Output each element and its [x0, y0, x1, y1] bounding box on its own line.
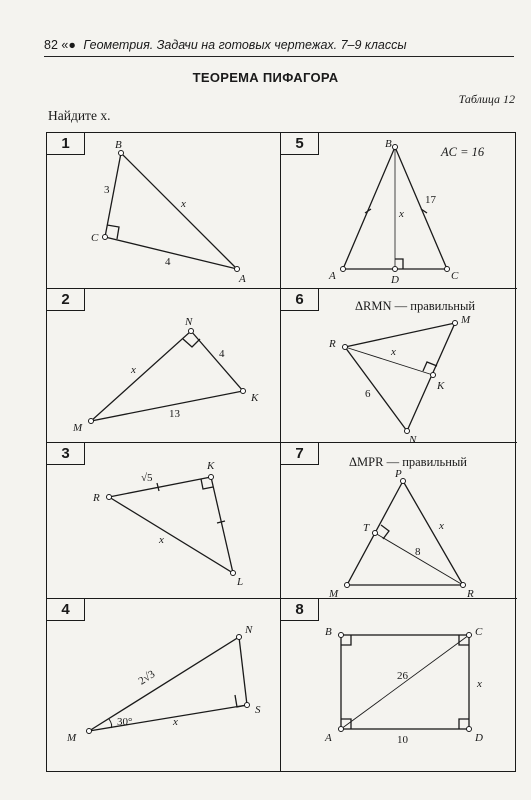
triangle-figure — [47, 133, 281, 289]
problem-number: 6 — [281, 289, 319, 311]
height-line — [345, 347, 433, 375]
unknown-label: x — [159, 534, 164, 546]
problem-cell-4 — [47, 599, 281, 771]
problem-grid — [46, 132, 516, 772]
triangle-shape — [345, 323, 455, 431]
height-line — [375, 533, 463, 585]
side-label: 26 — [397, 670, 408, 682]
page-header — [44, 38, 514, 57]
section-title: ТЕОРЕМА ПИФАГОРА — [192, 70, 339, 85]
triangle-figure — [47, 289, 281, 443]
rectangle-figure — [281, 599, 517, 771]
problem-cell-7 — [281, 443, 517, 599]
unknown-label: x — [399, 208, 404, 220]
vertex-label: D — [391, 274, 399, 286]
task-text: Найдите x. — [48, 108, 111, 123]
vertex-label: M — [329, 588, 339, 600]
problem-number: 2 — [47, 289, 85, 311]
vertex-label: C — [451, 270, 459, 282]
problem-cell-1 — [47, 133, 281, 289]
problem-number: 7 — [281, 443, 319, 465]
unknown-label: x — [131, 364, 136, 376]
vertex-label: S — [255, 704, 261, 716]
side-label: 13 — [169, 408, 180, 420]
triangle-shape — [105, 153, 237, 269]
triangle-figure — [47, 599, 281, 771]
unknown-label: x — [391, 346, 396, 358]
vertex-label: N — [185, 316, 193, 328]
right-angle-mark — [107, 225, 119, 239]
problem-cell-2 — [47, 289, 281, 443]
vertex-label: L — [237, 576, 244, 588]
triangle-shape — [89, 637, 247, 731]
vertex-label: B — [115, 139, 122, 151]
vertex-label: A — [329, 270, 336, 282]
vertex-label: R — [93, 492, 100, 504]
vertex-label: C — [91, 232, 99, 244]
vertex-label: M — [73, 422, 83, 434]
vertex-label: R — [329, 338, 336, 350]
page-number: 82 — [44, 38, 58, 52]
vertex-label: N — [409, 434, 417, 446]
vertex-label: K — [207, 460, 215, 472]
vertex-label: K — [251, 392, 259, 404]
side-label: 4 — [219, 348, 225, 360]
problem-number: 1 — [47, 133, 85, 155]
vertex-label: T — [363, 522, 370, 534]
diagonal-line — [341, 635, 469, 729]
angle-label: 30° — [117, 716, 133, 728]
vertex-label: B — [325, 626, 332, 638]
triangle-figure — [281, 289, 517, 446]
problem-condition: ΔMPR — правильный — [349, 455, 467, 469]
unknown-label: x — [173, 716, 178, 728]
problem-condition: AC = 16 — [441, 145, 485, 159]
vertex-label: A — [239, 273, 246, 285]
right-angle-mark — [183, 339, 200, 347]
unknown-label: x — [439, 520, 444, 532]
unknown-label: x — [477, 678, 482, 690]
vertex-label: C — [475, 626, 483, 638]
unknown-label: x — [181, 198, 186, 210]
vertex-label: M — [67, 732, 77, 744]
problem-number: 5 — [281, 133, 319, 155]
vertex-label: B — [385, 138, 392, 150]
vertex-label: M — [461, 314, 471, 326]
triangle-shape — [109, 477, 233, 573]
problem-cell-6 — [281, 289, 517, 446]
vertex-label: A — [325, 732, 332, 744]
problem-number: 8 — [281, 599, 319, 621]
problem-cell-8 — [281, 599, 517, 771]
table-label: Таблица 12 — [458, 92, 515, 106]
book-title: Геометрия. Задачи на готовых чертежах. 7–9 классы — [83, 38, 407, 52]
problem-number: 4 — [47, 599, 85, 621]
side-label: 8 — [415, 546, 421, 558]
problem-cell-5 — [281, 133, 517, 289]
side-label: 3 — [104, 184, 110, 196]
problem-condition: ΔRMN — правильный — [355, 299, 476, 313]
header-ornament: «● — [61, 38, 76, 52]
side-label: 10 — [397, 734, 408, 746]
side-label: 6 — [365, 388, 371, 400]
vertex-label: D — [475, 732, 483, 744]
angle-arc — [109, 719, 112, 728]
side-label: 4 — [165, 256, 171, 268]
problem-cell-3 — [47, 443, 281, 599]
vertex-label: K — [437, 380, 445, 392]
side-label: √5 — [141, 472, 153, 484]
triangle-figure — [281, 133, 517, 289]
side-label: 17 — [425, 194, 436, 206]
triangle-figure — [281, 443, 517, 599]
vertex-label: R — [467, 588, 474, 600]
triangle-figure — [47, 443, 281, 599]
side-label: 2√3 — [136, 668, 158, 688]
vertex-label: N — [245, 624, 253, 636]
problem-number: 3 — [47, 443, 85, 465]
vertex-label: P — [395, 468, 402, 480]
triangle-shape — [91, 331, 243, 421]
